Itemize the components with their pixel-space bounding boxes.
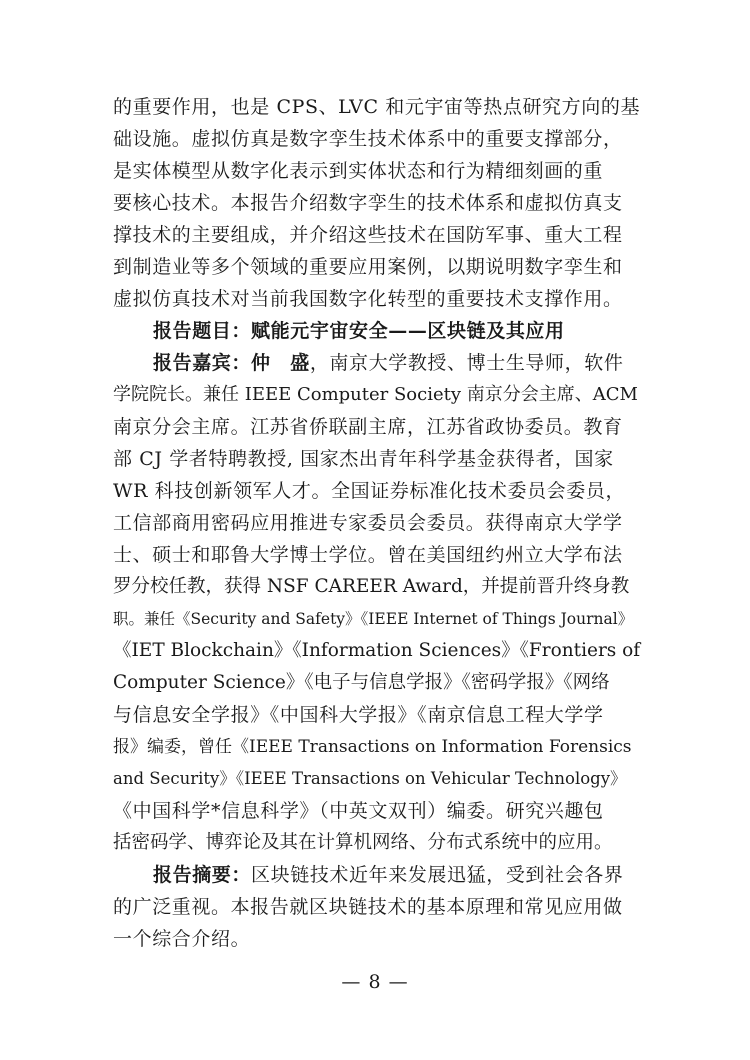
- text-line: 虚拟仿真技术对当前我国数字化转型的重要技术支撑作用。: [113, 288, 623, 310]
- text-line: WR 科技创新领军人才。全国证券标准化技术委员会委员，: [113, 480, 626, 502]
- text-line: 撑技术的主要组成，并介绍这些技术在国防军事、重大工程: [113, 224, 623, 246]
- page-number: — 8 —: [341, 971, 409, 993]
- text-line: and Security》《IEEE Transactions on Vehicular Technology》: [113, 769, 627, 788]
- text-line: 士、硕士和耶鲁大学博士学位。曾在美国纽约州立大学布法: [113, 544, 623, 566]
- text-line: 部 CJ 学者特聘教授, 国家杰出青年科学基金获得者，国家: [113, 448, 614, 470]
- text-line: 罗分校任教，获得 NSF CAREER Award，并提前晋升终身教: [113, 576, 630, 597]
- text-line: 是实体模型从数字化表示到实体状态和行为精细刻画的重: [113, 160, 604, 182]
- report-abstract-label: 报告摘要：: [153, 864, 252, 886]
- report-speaker-label: 报告嘉宾：: [153, 352, 252, 374]
- document-page: [113, 91, 641, 955]
- text-line: 要核心技术。本报告介绍数字孪生的技术体系和虚拟仿真支: [113, 192, 623, 214]
- speaker-bio-start: ，南京大学教授、博士生导师，软件: [309, 352, 624, 374]
- text-line: 报》编委，曾任《IEEE Transactions on Information Forensics: [113, 737, 632, 757]
- text-line: 职。兼任《Security and Safety》《IEEE Internet of Things Journal》: [113, 610, 634, 628]
- text-line: 括密码学、博弈论及其在计算机网络、分布式系统中的应用。: [113, 832, 613, 853]
- abstract-start: 区块链技术近年来发展迅猛，受到社会各界: [251, 864, 624, 886]
- text-line: Computer Science》《电子与信息学报》《密码学报》《网络: [113, 672, 610, 693]
- text-line: 础设施。虚拟仿真是数字孪生技术体系中的重要支撑部分，: [113, 128, 623, 150]
- text-line: 到制造业等多个领域的重要应用案例，以期说明数字孪生和: [113, 256, 623, 278]
- report-speaker: [113, 347, 641, 859]
- text-line: 南京分会主席。江苏省侨联副主席，江苏省政协委员。教育: [113, 416, 623, 438]
- report-title-value: 赋能元宇宙安全——区块链及其应用: [251, 320, 565, 342]
- speaker-name: 仲 盛: [251, 352, 310, 374]
- text-line: 《中国科学*信息科学》（中英文双刊）编委。研究兴趣包: [113, 800, 604, 822]
- report-title: [113, 315, 641, 347]
- text-line: 《IET Blockchain》《Information Sciences》《Frontiers of: [113, 640, 641, 661]
- text-line: [113, 859, 641, 891]
- text-line: 一个综合介绍。: [113, 928, 251, 950]
- paragraph-digital-twin: [113, 91, 641, 315]
- text-line: 学院院长。兼任 IEEE Computer Society 南京分会主席、ACM: [113, 384, 638, 405]
- text-line: [113, 347, 641, 379]
- text-line: 与信息安全学报》《中国科大学报》《南京信息工程大学学: [113, 704, 604, 726]
- report-title-label: 报告题目：: [153, 320, 252, 342]
- text-line: 工信部商用密码应用推进专家委员会委员。获得南京大学学: [113, 512, 623, 534]
- text-line: 的重要作用，也是 CPS、LVC 和元宇宙等热点研究方向的基: [113, 96, 641, 118]
- text-line: 的广泛重视。本报告就区块链技术的基本原理和常见应用做: [113, 896, 623, 918]
- report-abstract: [113, 859, 641, 955]
